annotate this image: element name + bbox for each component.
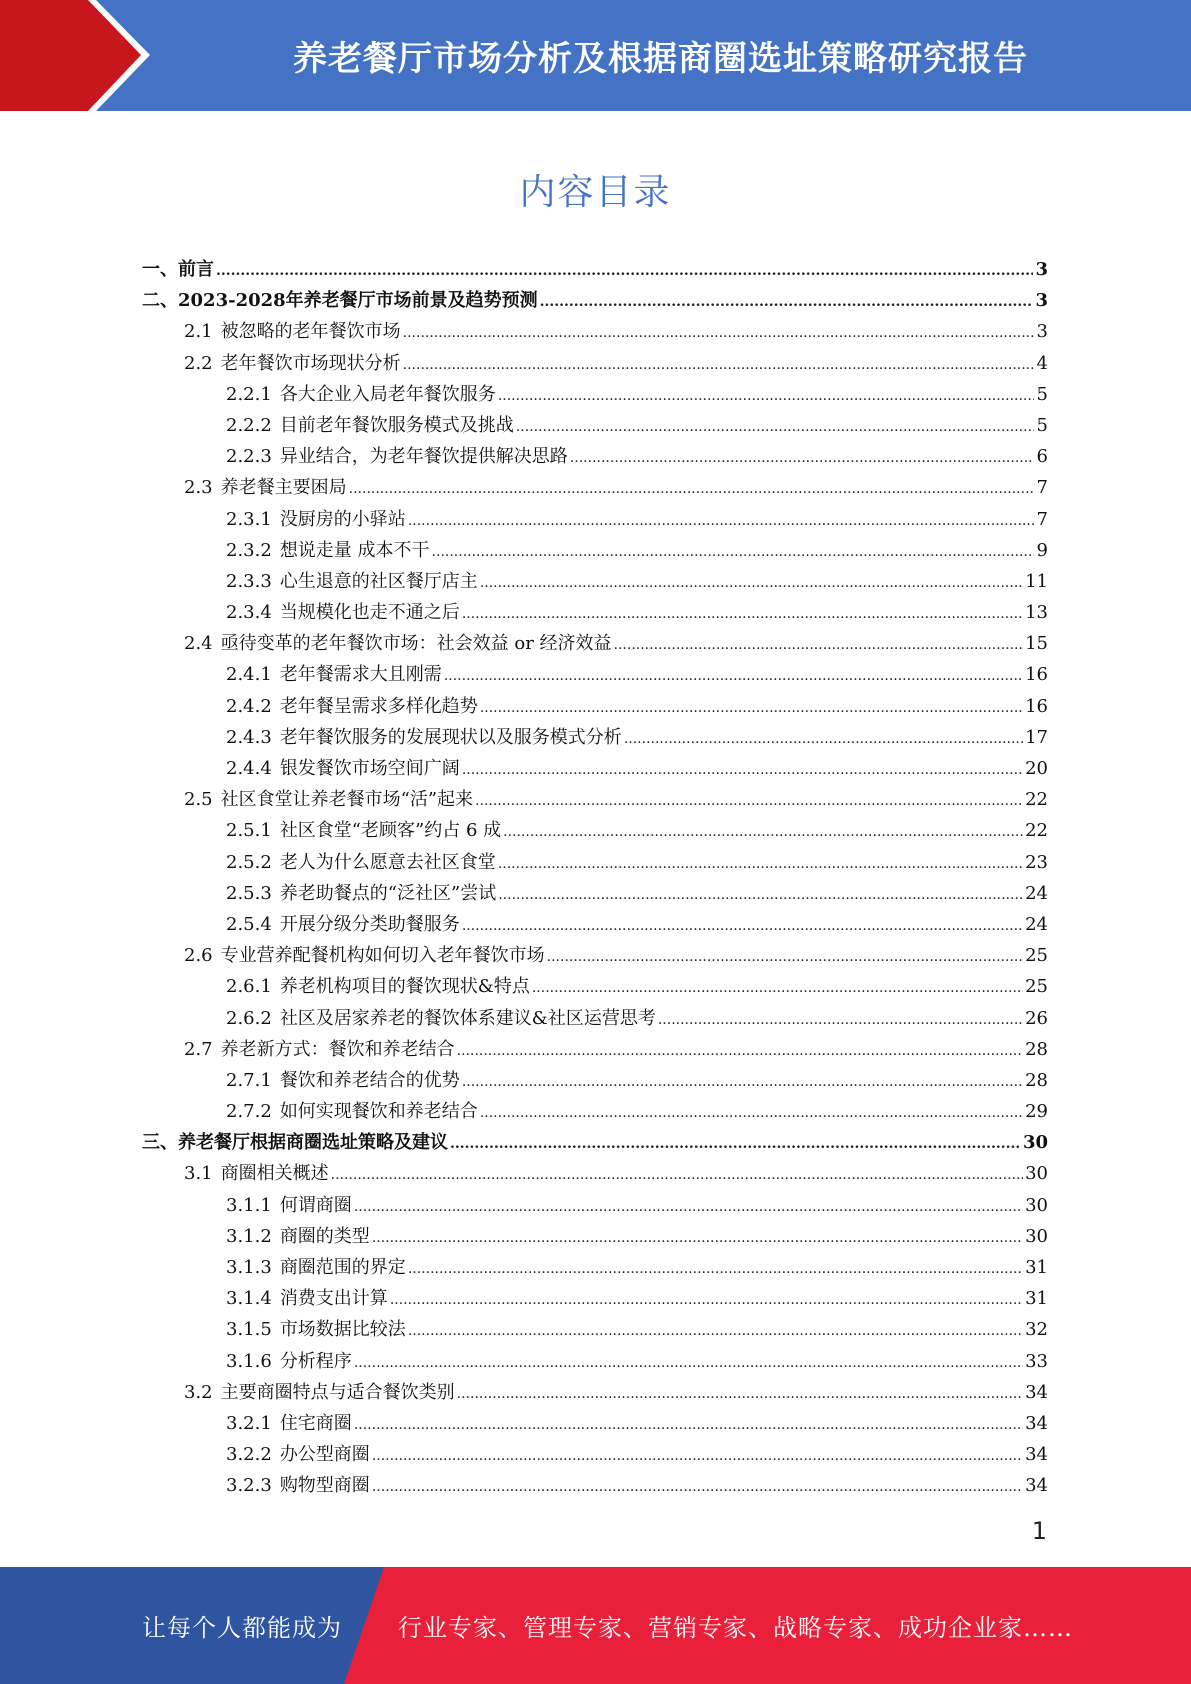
toc-dot-leader bbox=[503, 817, 1023, 848]
toc-dot-leader bbox=[390, 1285, 1023, 1316]
toc-entry-page: 25 bbox=[1025, 945, 1048, 967]
toc-entry-number: 2.5.2 bbox=[226, 851, 272, 873]
toc-entry[interactable] bbox=[142, 1127, 1048, 1158]
page-number: 1 bbox=[1031, 1517, 1047, 1545]
toc-entry-page: 31 bbox=[1025, 1257, 1048, 1278]
toc-entry[interactable] bbox=[142, 1003, 1048, 1034]
toc-entry-page: 30 bbox=[1022, 1132, 1048, 1154]
toc-entry-page: 34 bbox=[1025, 1475, 1048, 1497]
report-title: 养老餐厅市场分析及根据商圈选址策略研究报告 bbox=[293, 39, 1028, 79]
toc-entry-page: 5 bbox=[1036, 383, 1048, 405]
toc-entry-page: 28 bbox=[1025, 1069, 1048, 1091]
toc-entry-number: 2.5 bbox=[184, 789, 213, 811]
toc-dot-leader bbox=[331, 1160, 1023, 1191]
toc-entry-page: 3 bbox=[1035, 290, 1048, 312]
toc-dot-leader bbox=[216, 256, 1033, 287]
toc-entry-title: 商圈范围的界定 bbox=[279, 1257, 406, 1278]
toc-entry-title: 专业营养配餐机构如何切入老年餐饮市场 bbox=[220, 945, 545, 967]
toc-dot-leader bbox=[614, 630, 1024, 661]
toc-entry-title: 商圈相关概述 bbox=[220, 1163, 329, 1185]
toc-entry-number: 3.1.1 bbox=[226, 1194, 272, 1216]
toc-dot-leader bbox=[432, 537, 1034, 568]
toc-entry[interactable] bbox=[142, 847, 1048, 878]
toc-entry-number: 2.5.3 bbox=[226, 882, 272, 904]
toc-entry-title: 亟待变革的老年餐饮市场：社会效益 or 经济效益 bbox=[220, 633, 612, 655]
toc-entry-number: 3.1.5 bbox=[226, 1319, 272, 1341]
toc-entry[interactable] bbox=[142, 1439, 1048, 1470]
toc-entry-title: 购物型商圈 bbox=[279, 1475, 370, 1497]
toc-dot-leader bbox=[450, 1129, 1021, 1160]
toc-entry-title: 商圈的类型 bbox=[279, 1225, 370, 1247]
toc-entry-title: 没厨房的小驿站 bbox=[279, 508, 406, 530]
toc-entry-title: 一、前言 bbox=[142, 259, 214, 280]
toc-entry[interactable] bbox=[142, 254, 1048, 285]
toc-entry-number: 2.7.2 bbox=[226, 1101, 272, 1123]
toc-entry[interactable] bbox=[142, 1190, 1048, 1221]
toc-entry-number: 3.2 bbox=[184, 1381, 213, 1403]
toc-dot-leader bbox=[372, 1223, 1023, 1254]
footer-banner bbox=[0, 1567, 1191, 1684]
toc-entry-number: 3.2.2 bbox=[226, 1444, 272, 1466]
toc-entry-number: 2.2.2 bbox=[226, 414, 272, 436]
toc-entry[interactable] bbox=[142, 410, 1048, 441]
toc-entry-title: 住宅商圈 bbox=[279, 1412, 352, 1434]
toc-entry-title: 养老助餐点的“泛社区”尝试 bbox=[279, 882, 497, 904]
toc-entry-title: 开展分级分类助餐服务 bbox=[279, 913, 460, 935]
toc-entry-number: 2.7 bbox=[184, 1038, 213, 1060]
toc-dot-leader bbox=[624, 724, 1023, 755]
toc-entry-number: 2.4.1 bbox=[226, 664, 272, 686]
toc-entry[interactable] bbox=[142, 1065, 1048, 1096]
toc-entry[interactable] bbox=[142, 1346, 1048, 1377]
toc-entry[interactable] bbox=[142, 940, 1048, 971]
toc-entry-page: 24 bbox=[1025, 882, 1048, 904]
toc-dot-leader bbox=[349, 474, 1034, 505]
toc-entry-title: 社区食堂让养老餐市场“活”起来 bbox=[220, 789, 474, 811]
toc-entry-title: 办公型商圈 bbox=[279, 1444, 370, 1466]
toc-entry-number: 2.6 bbox=[184, 945, 213, 967]
toc-entry-number: 2.6.1 bbox=[226, 976, 272, 998]
toc-entry-page: 9 bbox=[1036, 539, 1048, 561]
toc-dot-leader bbox=[462, 755, 1023, 786]
toc-entry-title: 银发餐饮市场空间广阔 bbox=[279, 758, 460, 779]
toc-entry-number: 2.1 bbox=[184, 321, 213, 343]
toc-entry-number: 2.3.1 bbox=[226, 508, 272, 530]
toc-entry-page: 30 bbox=[1025, 1194, 1048, 1216]
toc-entry[interactable] bbox=[142, 1034, 1048, 1065]
toc-entry[interactable] bbox=[142, 815, 1048, 846]
toc-entry[interactable] bbox=[142, 784, 1048, 815]
toc-entry-page: 30 bbox=[1025, 1163, 1048, 1185]
toc-entry-page: 22 bbox=[1025, 820, 1048, 842]
toc-dot-leader bbox=[498, 880, 1023, 911]
toc-entry-title: 消费支出计算 bbox=[279, 1288, 388, 1310]
toc-entry[interactable] bbox=[142, 1408, 1048, 1439]
table-of-contents bbox=[142, 254, 1048, 1502]
toc-entry-title: 老年餐呈需求多样化趋势 bbox=[279, 695, 478, 717]
toc-entry-number: 2.2.3 bbox=[226, 446, 272, 468]
toc-dot-leader bbox=[403, 350, 1034, 381]
toc-entry-page: 20 bbox=[1025, 758, 1048, 779]
toc-entry-title: 老年餐需求大且刚需 bbox=[279, 664, 442, 686]
toc-entry-page: 24 bbox=[1025, 913, 1048, 935]
toc-entry-title: 何谓商圈 bbox=[279, 1194, 352, 1216]
toc-entry-page: 16 bbox=[1025, 664, 1048, 686]
toc-entry[interactable] bbox=[142, 628, 1048, 659]
toc-entry-page: 33 bbox=[1025, 1350, 1048, 1372]
toc-entry[interactable] bbox=[142, 441, 1048, 472]
toc-entry[interactable] bbox=[142, 1314, 1048, 1345]
toc-entry-title: 分析程序 bbox=[279, 1350, 352, 1372]
toc-entry-number: 3.1.2 bbox=[226, 1225, 272, 1247]
toc-entry[interactable] bbox=[142, 878, 1048, 909]
toc-entry-page: 7 bbox=[1036, 477, 1048, 499]
toc-entry-page: 5 bbox=[1036, 414, 1048, 436]
toc-dot-leader bbox=[462, 599, 1023, 630]
toc-dot-leader bbox=[354, 1348, 1023, 1379]
toc-dot-leader bbox=[480, 1098, 1023, 1129]
toc-entry-title: 目前老年餐饮服务模式及挑战 bbox=[279, 414, 514, 436]
toc-entry[interactable] bbox=[142, 597, 1048, 628]
toc-entry-page: 32 bbox=[1025, 1319, 1048, 1341]
toc-entry-title: 社区及居家养老的餐饮体系建议&社区运营思考 bbox=[279, 1007, 656, 1029]
toc-entry-title: 如何实现餐饮和养老结合 bbox=[279, 1101, 478, 1123]
toc-entry-page: 25 bbox=[1025, 976, 1048, 998]
toc-entry-number: 2.3.3 bbox=[226, 570, 272, 592]
toc-dot-leader bbox=[444, 661, 1023, 692]
toc-entry-title: 被忽略的老年餐饮市场 bbox=[220, 321, 401, 343]
toc-entry[interactable] bbox=[142, 1283, 1048, 1314]
toc-entry[interactable] bbox=[142, 504, 1048, 535]
toc-entry-title: 养老餐主要困局 bbox=[220, 477, 347, 499]
header-banner bbox=[0, 0, 1191, 111]
toc-entry-number: 2.3.4 bbox=[226, 602, 272, 624]
toc-entry-title: 老人为什么愿意去社区食堂 bbox=[279, 851, 496, 873]
toc-dot-leader bbox=[462, 1067, 1023, 1098]
toc-entry-number: 3.2.1 bbox=[226, 1412, 272, 1434]
toc-entry[interactable] bbox=[142, 753, 1048, 784]
toc-entry-number: 2.3.2 bbox=[226, 539, 272, 561]
toc-dot-leader bbox=[540, 287, 1034, 318]
toc-dot-leader bbox=[475, 786, 1023, 817]
toc-entry-number: 2.4 bbox=[184, 633, 213, 655]
toc-entry-page: 3 bbox=[1035, 259, 1048, 280]
toc-entry-page: 11 bbox=[1025, 570, 1048, 592]
toc-entry-title: 各大企业入局老年餐饮服务 bbox=[279, 383, 496, 405]
toc-entry-page: 34 bbox=[1025, 1444, 1048, 1466]
toc-dot-leader bbox=[480, 693, 1023, 724]
toc-dot-leader bbox=[372, 1472, 1023, 1503]
toc-entry-number: 2.2.1 bbox=[226, 383, 272, 405]
toc-entry-title: 想说走量 成本不干 bbox=[279, 539, 430, 561]
toc-dot-leader bbox=[408, 506, 1034, 537]
toc-dot-leader bbox=[658, 1005, 1023, 1036]
toc-dot-leader bbox=[403, 318, 1034, 349]
toc-entry-number: 2.7.1 bbox=[226, 1069, 272, 1091]
toc-entry[interactable] bbox=[142, 566, 1048, 597]
toc-entry-number: 2.4.4 bbox=[226, 758, 272, 779]
toc-entry-number: 2.5.4 bbox=[226, 913, 272, 935]
toc-entry-title: 主要商圈特点与适合餐饮类别 bbox=[220, 1381, 455, 1403]
toc-entry-title: 二、2023-2028年养老餐厅市场前景及趋势预测 bbox=[142, 290, 538, 312]
toc-dot-leader bbox=[372, 1441, 1023, 1472]
toc-entry-page: 6 bbox=[1036, 446, 1048, 468]
toc-dot-leader bbox=[354, 1192, 1023, 1223]
toc-dot-leader bbox=[480, 568, 1023, 599]
toc-entry-number: 2.4.3 bbox=[226, 726, 272, 748]
toc-entry-page: 29 bbox=[1025, 1101, 1048, 1123]
toc-entry-page: 4 bbox=[1036, 352, 1048, 374]
toc-dot-leader bbox=[408, 1316, 1023, 1347]
toc-dot-leader bbox=[532, 973, 1023, 1004]
toc-entry-title: 市场数据比较法 bbox=[279, 1319, 406, 1341]
toc-entry-number: 3.1.3 bbox=[226, 1257, 272, 1278]
toc-entry-number: 3.2.3 bbox=[226, 1475, 272, 1497]
toc-entry-page: 34 bbox=[1025, 1381, 1048, 1403]
toc-entry-title: 异业结合，为老年餐饮提供解决思路 bbox=[279, 446, 568, 468]
toc-entry-page: 13 bbox=[1025, 602, 1048, 624]
toc-dot-leader bbox=[457, 1036, 1023, 1067]
toc-dot-leader bbox=[570, 443, 1034, 474]
toc-entry-page: 3 bbox=[1036, 321, 1048, 343]
toc-dot-leader bbox=[547, 942, 1023, 973]
toc-entry-title: 养老新方式：餐饮和养老结合 bbox=[220, 1038, 455, 1060]
toc-entry-page: 22 bbox=[1025, 789, 1048, 811]
footer-slogan-right: 行业专家、管理专家、营销专家、战略专家、成功企业家…… bbox=[398, 1614, 1073, 1642]
toc-entry-page: 17 bbox=[1025, 726, 1048, 748]
toc-entry-page: 34 bbox=[1025, 1412, 1048, 1434]
toc-entry-page: 23 bbox=[1025, 851, 1048, 873]
toc-dot-leader bbox=[462, 911, 1023, 942]
toc-entry-number: 2.5.1 bbox=[226, 820, 272, 842]
toc-entry[interactable] bbox=[142, 971, 1048, 1002]
toc-entry-page: 28 bbox=[1025, 1038, 1048, 1060]
toc-entry-page: 16 bbox=[1025, 695, 1048, 717]
toc-entry-number: 3.1 bbox=[184, 1163, 213, 1185]
toc-entry-number: 2.6.2 bbox=[226, 1007, 272, 1029]
toc-entry[interactable] bbox=[142, 659, 1048, 690]
toc-entry-title: 养老机构项目的餐饮现状&特点 bbox=[279, 976, 530, 998]
toc-entry-title: 餐饮和养老结合的优势 bbox=[279, 1069, 460, 1091]
toc-dot-leader bbox=[457, 1379, 1023, 1410]
footer-slogan-left: 让每个人都能成为 bbox=[142, 1614, 342, 1642]
toc-entry-number: 2.2 bbox=[184, 352, 213, 374]
toc-entry[interactable] bbox=[142, 316, 1048, 347]
toc-entry-title: 三、养老餐厅根据商圈选址策略及建议 bbox=[142, 1132, 448, 1154]
toc-entry[interactable] bbox=[142, 722, 1048, 753]
toc-entry[interactable] bbox=[142, 1221, 1048, 1252]
toc-entry[interactable] bbox=[142, 909, 1048, 940]
toc-entry[interactable] bbox=[142, 285, 1048, 316]
toc-entry-title: 当规模化也走不通之后 bbox=[279, 602, 460, 624]
toc-entry[interactable] bbox=[142, 1158, 1048, 1189]
toc-dot-leader bbox=[408, 1254, 1023, 1285]
toc-heading: 内容目录 bbox=[519, 172, 672, 213]
toc-entry-number: 3.1.4 bbox=[226, 1288, 272, 1310]
toc-entry-number: 3.1.6 bbox=[226, 1350, 272, 1372]
toc-entry-title: 社区食堂“老顾客”约占 6 成 bbox=[279, 820, 502, 842]
toc-entry[interactable] bbox=[142, 348, 1048, 379]
toc-entry-title: 老年餐饮市场现状分析 bbox=[220, 352, 401, 374]
toc-entry-number: 2.4.2 bbox=[226, 695, 272, 717]
toc-entry[interactable] bbox=[142, 691, 1048, 722]
toc-entry[interactable] bbox=[142, 1470, 1048, 1501]
toc-entry[interactable] bbox=[142, 1096, 1048, 1127]
toc-dot-leader bbox=[516, 412, 1034, 443]
toc-entry[interactable] bbox=[142, 1377, 1048, 1408]
toc-entry-page: 30 bbox=[1025, 1225, 1048, 1247]
toc-dot-leader bbox=[498, 849, 1023, 880]
toc-entry[interactable] bbox=[142, 535, 1048, 566]
toc-entry-page: 7 bbox=[1036, 508, 1048, 530]
toc-dot-leader bbox=[354, 1410, 1023, 1441]
toc-entry-page: 26 bbox=[1025, 1007, 1048, 1029]
toc-entry-page: 31 bbox=[1025, 1288, 1048, 1310]
toc-entry[interactable] bbox=[142, 379, 1048, 410]
toc-entry-number: 2.3 bbox=[184, 477, 213, 499]
toc-entry[interactable] bbox=[142, 1252, 1048, 1283]
toc-entry-title: 老年餐饮服务的发展现状以及服务模式分析 bbox=[279, 726, 622, 748]
toc-entry-title: 心生退意的社区餐厅店主 bbox=[279, 570, 478, 592]
toc-entry[interactable] bbox=[142, 472, 1048, 503]
toc-entry-page: 15 bbox=[1025, 633, 1048, 655]
toc-dot-leader bbox=[498, 381, 1034, 412]
